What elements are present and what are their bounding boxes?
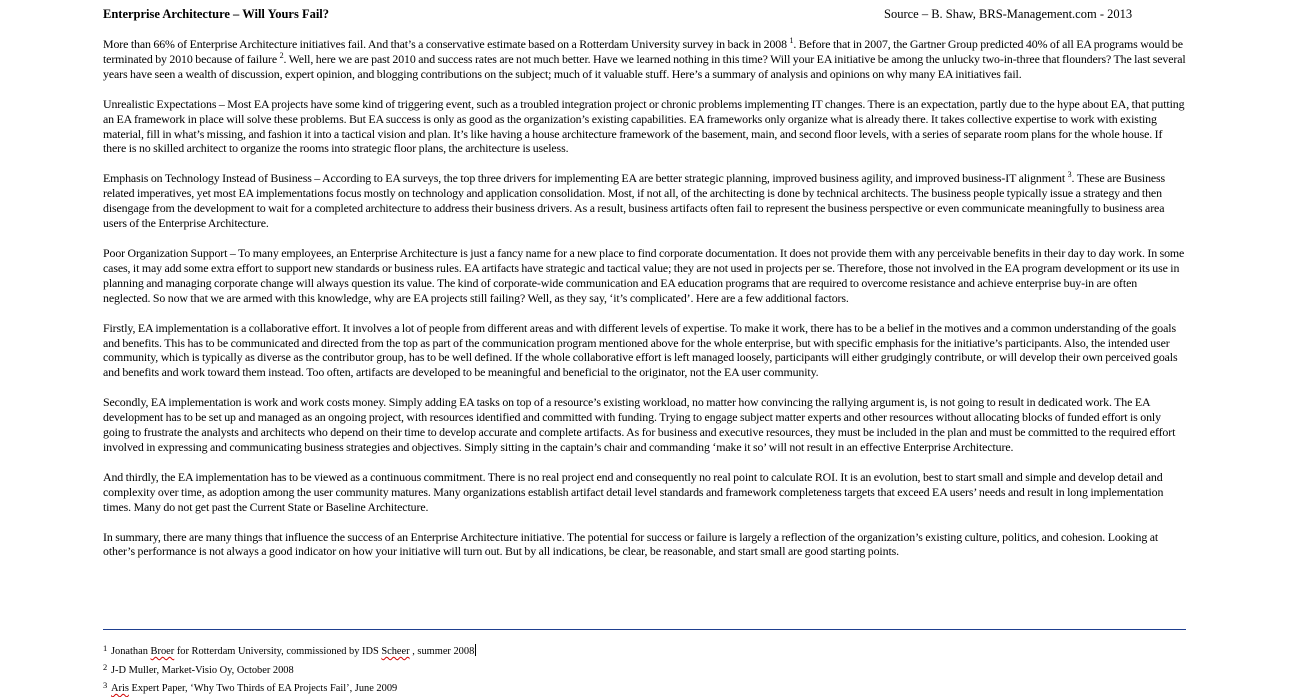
paragraph-secondly: Secondly, EA implementation is work and work costs money. Simply adding EA tasks on top of a resource’s existing workload, no matter how convincing the rallying argument is, is not going to result in dedicated work. The EA development has to be set up and managed as an ongoing project, with resources identified and committed with funding. Trying to engage subject matter experts and other resources without allocating blocks of funded effort is only going to frustrate the analysts and architects who depend on their time to develop accurate and complete artifacts. As for business and executive resources, they must be included in the plan and must be committed to the required effort involved in expressing and communicating business strategies and objectives. Simply sitting in the captain’s chair and commanding ‘make it so’ will not result in an effective Enterprise Architecture. (103, 395, 1176, 454)
paragraph-thirdly: And thirdly, the EA implementation has to be viewed as a continuous commitment. There is no real project end and consequently no real point to calculate ROI. It is an evolution, best to start small and simple and develop detail and complexity over time, as adoption among the user community matures. Many organizations establish artifact detail level standards and framework completeness targets that exceed EA users’ needs and result in long implementation times. Many do not get past the Current State or Baseline Architecture. (103, 469, 1164, 514)
paragraph-organization-support: Poor Organization Support – To many employees, an Enterprise Architecture is just a fancy name for a new place to find corporate documentation. It does not provide them with any perceivable benefits in their day to day work. In some cases, it may add some extra effort to support new standards or business rules. EA artifacts have strategic and tactical value; they are not used in projects per se. Therefore, those not involved in the EA program development or its use in planning and managing corporate change will always question its value. The kind of corporate-wide communication and EA education programs that are required to overcome resistance and achieve enterprise buy-in are often neglected. So now that we are armed with this knowledge, why are EA projects still failing? Well, as they say, ‘it’s complicated’. Here are a few additional factors. (103, 245, 1185, 305)
footnote-number: 1 (103, 643, 108, 653)
footnote-number: 3 (103, 680, 108, 690)
technology-text-b: . These are Business related imperatives, yet most EA implementations focus mostly on technology and application consolidation. Most, if not all, of the architecting is done by technical architects. The business people typically issue a strategy and then disengage from the development to wait for a completed architecture to address their business drivers. As a result, business artifacts often fail to represent the business perspective or even communicate meaningfully to business area users of the Enterprise Architecture. (103, 171, 1166, 231)
footnote-text: J-D Muller, Market-Visio Oy, October 2008 (111, 664, 294, 676)
document-header (103, 6, 1186, 22)
footnote-separator (103, 629, 1186, 630)
source-credit: Source – B. Shaw, BRS-Management.com - 2013 (884, 7, 1133, 21)
spellcheck-word[interactable]: Broer (150, 646, 175, 657)
paragraph-firstly: Firstly, EA implementation is a collaborative effort. It involves a lot of people from different areas and with different levels of expertise. To make it work, there has to be a belief in the motives and a common understanding of the goals and benefits. This has to be communicated and directed from the top as part of the communication program mentioned above for the whole enterprise, but with specific emphasis for the initiative’s participants. Also, the intended user community, which is typically as diverse as the contributor group, has to be well defined. If the whole collaborative effort is left managed loosely, participants will either grudgingly contribute, or will develop their own perceived goals and benefits and work toward them instead. Too often, artifacts are developed to be meaningful and beneficial to the originator, not the EA user community. (103, 320, 1178, 380)
footnote-text: , summer 2008 (409, 646, 475, 657)
intro-text-a: More than 66% of Enterprise Architecture initiatives fail. And that’s a conservative estimate based on a Rotterdam University survey in back in 2008 (103, 37, 790, 51)
paragraph-summary: In summary, there are many things that influence the success of an Enterprise Architecture initiative. The potential for success or failure is largely a reflection of the organization’s existing culture, politics, and cohesion. Looking at other’s performance is not always a good indicator on how your initiative will turn out. But by all indications, be clear, be reasonable, and start small are good starting points. (103, 529, 1159, 559)
document-page (103, 6, 1186, 574)
intro-paragraph (103, 37, 1186, 82)
document-body[interactable] (103, 37, 1186, 559)
paragraph-unrealistic-expectations: Unrealistic Expectations – Most EA projects have some kind of triggering event, such as a troubled integration project or chronic problems implementing IT changes. There is an expectation, partly due to the hype about EA, that putting an EA framework in place will solve these problems. But EA success is only as good as the organization’s existing capabilities. EA frameworks only organize what is already there. It takes collective expertise to work with existing material, fill in what’s missing, and fashion it into a tactical vision and plan. It’s like having a house architecture framework of the basement, main, and second floor levels, with a series of separate room plans for the whole house. If there is no skilled architect to organize the rooms into strategic floor plans, the architecture is useless. (103, 96, 1185, 156)
spellcheck-word[interactable]: Scheer (381, 646, 410, 657)
footnote-2 (103, 660, 1003, 679)
document-title: Enterprise Architecture – Will Yours Fail? (103, 7, 330, 21)
footnote-text: Jonathan (111, 646, 151, 657)
footnote-ref-2[interactable]: 2 (279, 50, 284, 60)
text-cursor (475, 644, 476, 656)
footnotes[interactable] (103, 641, 1003, 697)
footnote-text: Expert Paper, ‘Why Two Thirds of EA Projects Fail’, June 2009 (128, 683, 398, 694)
intro-text-c: . Well, here we are past 2010 and success rates are not much better. Have we learned nothing in this time? Will your EA initiative be among the unlucky two-in-three that flounders? The last several years have seen a wealth of discussion, expert opinion, and blogging contributions on the subject; much of it valuable stuff. Here’s a summary of analysis and opinions on why many EA initiatives fail. (103, 51, 1186, 81)
footnote-text: for Rotterdam University, commissioned by IDS (174, 646, 382, 657)
footnote-ref-1[interactable]: 1 (789, 36, 794, 46)
footnote-ref-3[interactable]: 3 (1067, 170, 1072, 180)
intro-text-b: . Before that in 2007, the Gartner Group predicted 40% of all EA programs would be terminated by 2010 because of failure (103, 37, 1183, 66)
paragraph-technology-emphasis (103, 171, 1186, 231)
footnote-1 (103, 641, 1003, 660)
spellcheck-word[interactable]: Aris (111, 683, 129, 694)
technology-text-a: Emphasis on Technology Instead of Business – According to EA surveys, the top three drivers for implementing EA are better strategic planning, improved business agility, and improved business-IT alignment (103, 171, 1068, 186)
footnote-3 (103, 678, 1003, 697)
footnote-number: 2 (103, 661, 108, 672)
